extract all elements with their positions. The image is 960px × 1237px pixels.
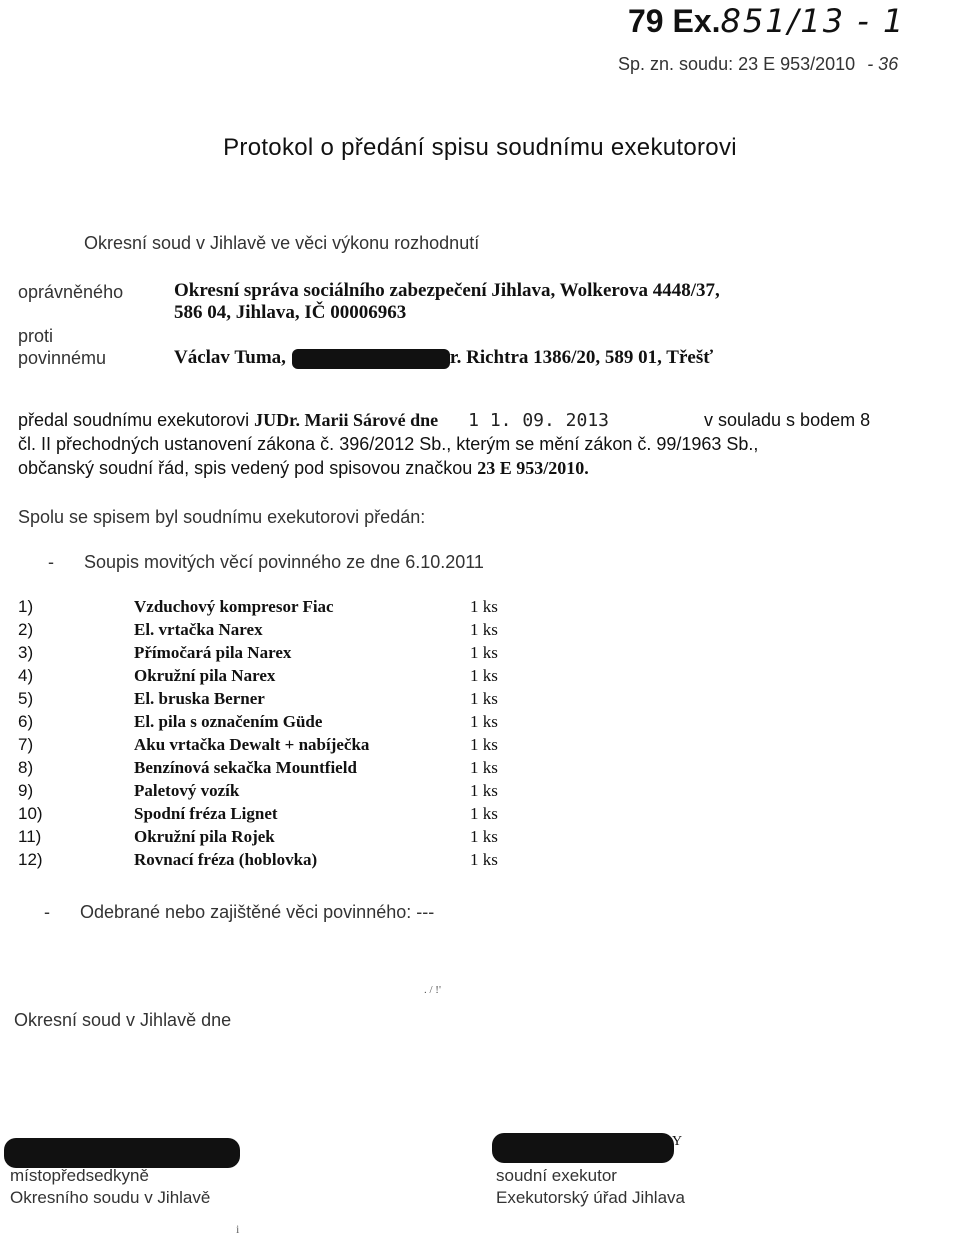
execution-ref-number bbox=[628, 2, 905, 40]
debtor-label: povinnému bbox=[18, 348, 107, 368]
item-number: 11) bbox=[18, 827, 42, 846]
item-number: 9) bbox=[18, 781, 34, 800]
dash-bullet: - bbox=[44, 902, 50, 922]
item-name: Okružní pila Rojek bbox=[134, 827, 275, 846]
item-name: El. vrtačka Narex bbox=[134, 620, 263, 639]
creditor-label: oprávněného bbox=[18, 282, 124, 302]
item-quantity: 1 ks bbox=[470, 781, 498, 800]
transfer-line-3 bbox=[18, 458, 589, 479]
seized-items-line bbox=[44, 902, 434, 923]
signatory-right-org: Exekutorský úřad Jihlava bbox=[496, 1188, 685, 1207]
case-ref-handwritten: - 36 bbox=[867, 54, 899, 74]
item-quantity: 1 ks bbox=[470, 712, 498, 731]
item-quantity: 1 ks bbox=[470, 643, 498, 662]
debtor-details bbox=[174, 347, 713, 369]
item-quantity: 1 ks bbox=[470, 620, 498, 639]
redaction-bar bbox=[292, 349, 450, 369]
item-quantity: 1 ks bbox=[470, 666, 498, 685]
creditor-name: Okresní správa sociálního zabezpečení Jihlava, Wolkerova 4448/37, bbox=[174, 280, 720, 301]
item-number: 5) bbox=[18, 689, 34, 708]
transfer-intro: předal soudnímu exekutorovi bbox=[18, 410, 255, 430]
item-number: 1) bbox=[18, 597, 34, 616]
file-reference: 23 E 953/2010. bbox=[477, 458, 589, 478]
item-quantity: 1 ks bbox=[470, 850, 498, 869]
item-name: El. pila s označením Güde bbox=[134, 712, 323, 731]
item-number: 12) bbox=[18, 850, 43, 869]
item-name: Benzínová sekačka Mountfield bbox=[134, 758, 357, 777]
signatory-right-title: soudní exekutor bbox=[496, 1166, 617, 1185]
item-name: Vzduchový kompresor Fiac bbox=[134, 597, 334, 616]
item-quantity: 1 ks bbox=[470, 827, 498, 846]
transfer-line-2: čl. II přechodných ustanovení zákona č. 396/2012 Sb., kterým se mění zákon č. 99/1963 Sb., bbox=[18, 434, 759, 454]
item-name: Okružní pila Narex bbox=[134, 666, 276, 685]
item-number: 8) bbox=[18, 758, 34, 777]
item-name: Paletový vozík bbox=[134, 781, 240, 800]
item-quantity: 1 ks bbox=[470, 804, 498, 823]
item-name: Rovnací fréza (hoblovka) bbox=[134, 850, 318, 869]
footer-mark: i bbox=[236, 1222, 240, 1236]
court-case-ref bbox=[618, 54, 898, 75]
item-number: 3) bbox=[18, 643, 34, 662]
creditor-address: 586 04, Jihlava, IČ 00006963 bbox=[174, 302, 407, 323]
scan-mark: . / !' bbox=[424, 984, 441, 996]
inventory-heading-text: Soupis movitých věcí povinného ze dne 6.10.2011 bbox=[84, 552, 484, 572]
signatory-left-title: místopředsedkyně bbox=[10, 1166, 149, 1185]
transfer-legal-ref: v souladu s bodem 8 bbox=[704, 410, 871, 430]
item-number: 10) bbox=[18, 804, 43, 823]
signature-redaction-left bbox=[4, 1138, 240, 1168]
item-quantity: 1 ks bbox=[470, 758, 498, 777]
debtor-name: Václav Tuma, bbox=[174, 347, 286, 368]
item-quantity: 1 ks bbox=[470, 597, 498, 616]
transfer-civil-code: občanský soudní řád, spis vedený pod spisovou značkou bbox=[18, 458, 478, 478]
case-ref-text: Sp. zn. soudu: 23 E 953/2010 bbox=[618, 54, 856, 74]
item-number: 6) bbox=[18, 712, 34, 731]
dash-bullet: - bbox=[48, 552, 54, 572]
signature-mark: Y bbox=[672, 1134, 683, 1149]
inventory-heading bbox=[48, 552, 484, 573]
item-name: Aku vrtačka Dewalt + nabíječka bbox=[134, 735, 370, 754]
item-number: 4) bbox=[18, 666, 34, 685]
date-stamp: 1 1. 09. 2013 bbox=[468, 410, 610, 431]
item-quantity: 1 ks bbox=[470, 689, 498, 708]
signature-redaction-right bbox=[492, 1133, 674, 1163]
court-date-line: Okresní soud v Jihlavě dne bbox=[14, 1010, 232, 1030]
item-name: Spodní fréza Lignet bbox=[134, 804, 278, 823]
ref-number-printed: 79 Ex. bbox=[628, 3, 721, 39]
signatory-left-org: Okresního soudu v Jihlavě bbox=[10, 1188, 211, 1207]
document-title: Protokol o předání spisu soudnímu exekutorovi bbox=[223, 134, 737, 161]
debtor-address: r. Richtra 1386/20, 589 01, Třešť bbox=[449, 347, 714, 368]
item-name: El. bruska Berner bbox=[134, 689, 265, 708]
ref-number-handwritten: 851/13 - 1 bbox=[720, 2, 906, 40]
transfer-line-1 bbox=[18, 410, 871, 431]
item-quantity: 1 ks bbox=[470, 735, 498, 754]
handed-over-heading: Spolu se spisem byl soudnímu exekutorovi předán: bbox=[18, 507, 426, 527]
item-number: 7) bbox=[18, 735, 34, 754]
item-name: Přímočará pila Narex bbox=[134, 643, 292, 662]
executor-name: JUDr. Marii Sárové dne bbox=[254, 410, 439, 430]
item-number: 2) bbox=[18, 620, 34, 639]
against-label: proti bbox=[18, 326, 54, 346]
court-intro: Okresní soud v Jihlavě ve věci výkonu rozhodnutí bbox=[84, 233, 480, 253]
seized-items-text: Odebrané nebo zajištěné věci povinného: --- bbox=[80, 902, 435, 922]
